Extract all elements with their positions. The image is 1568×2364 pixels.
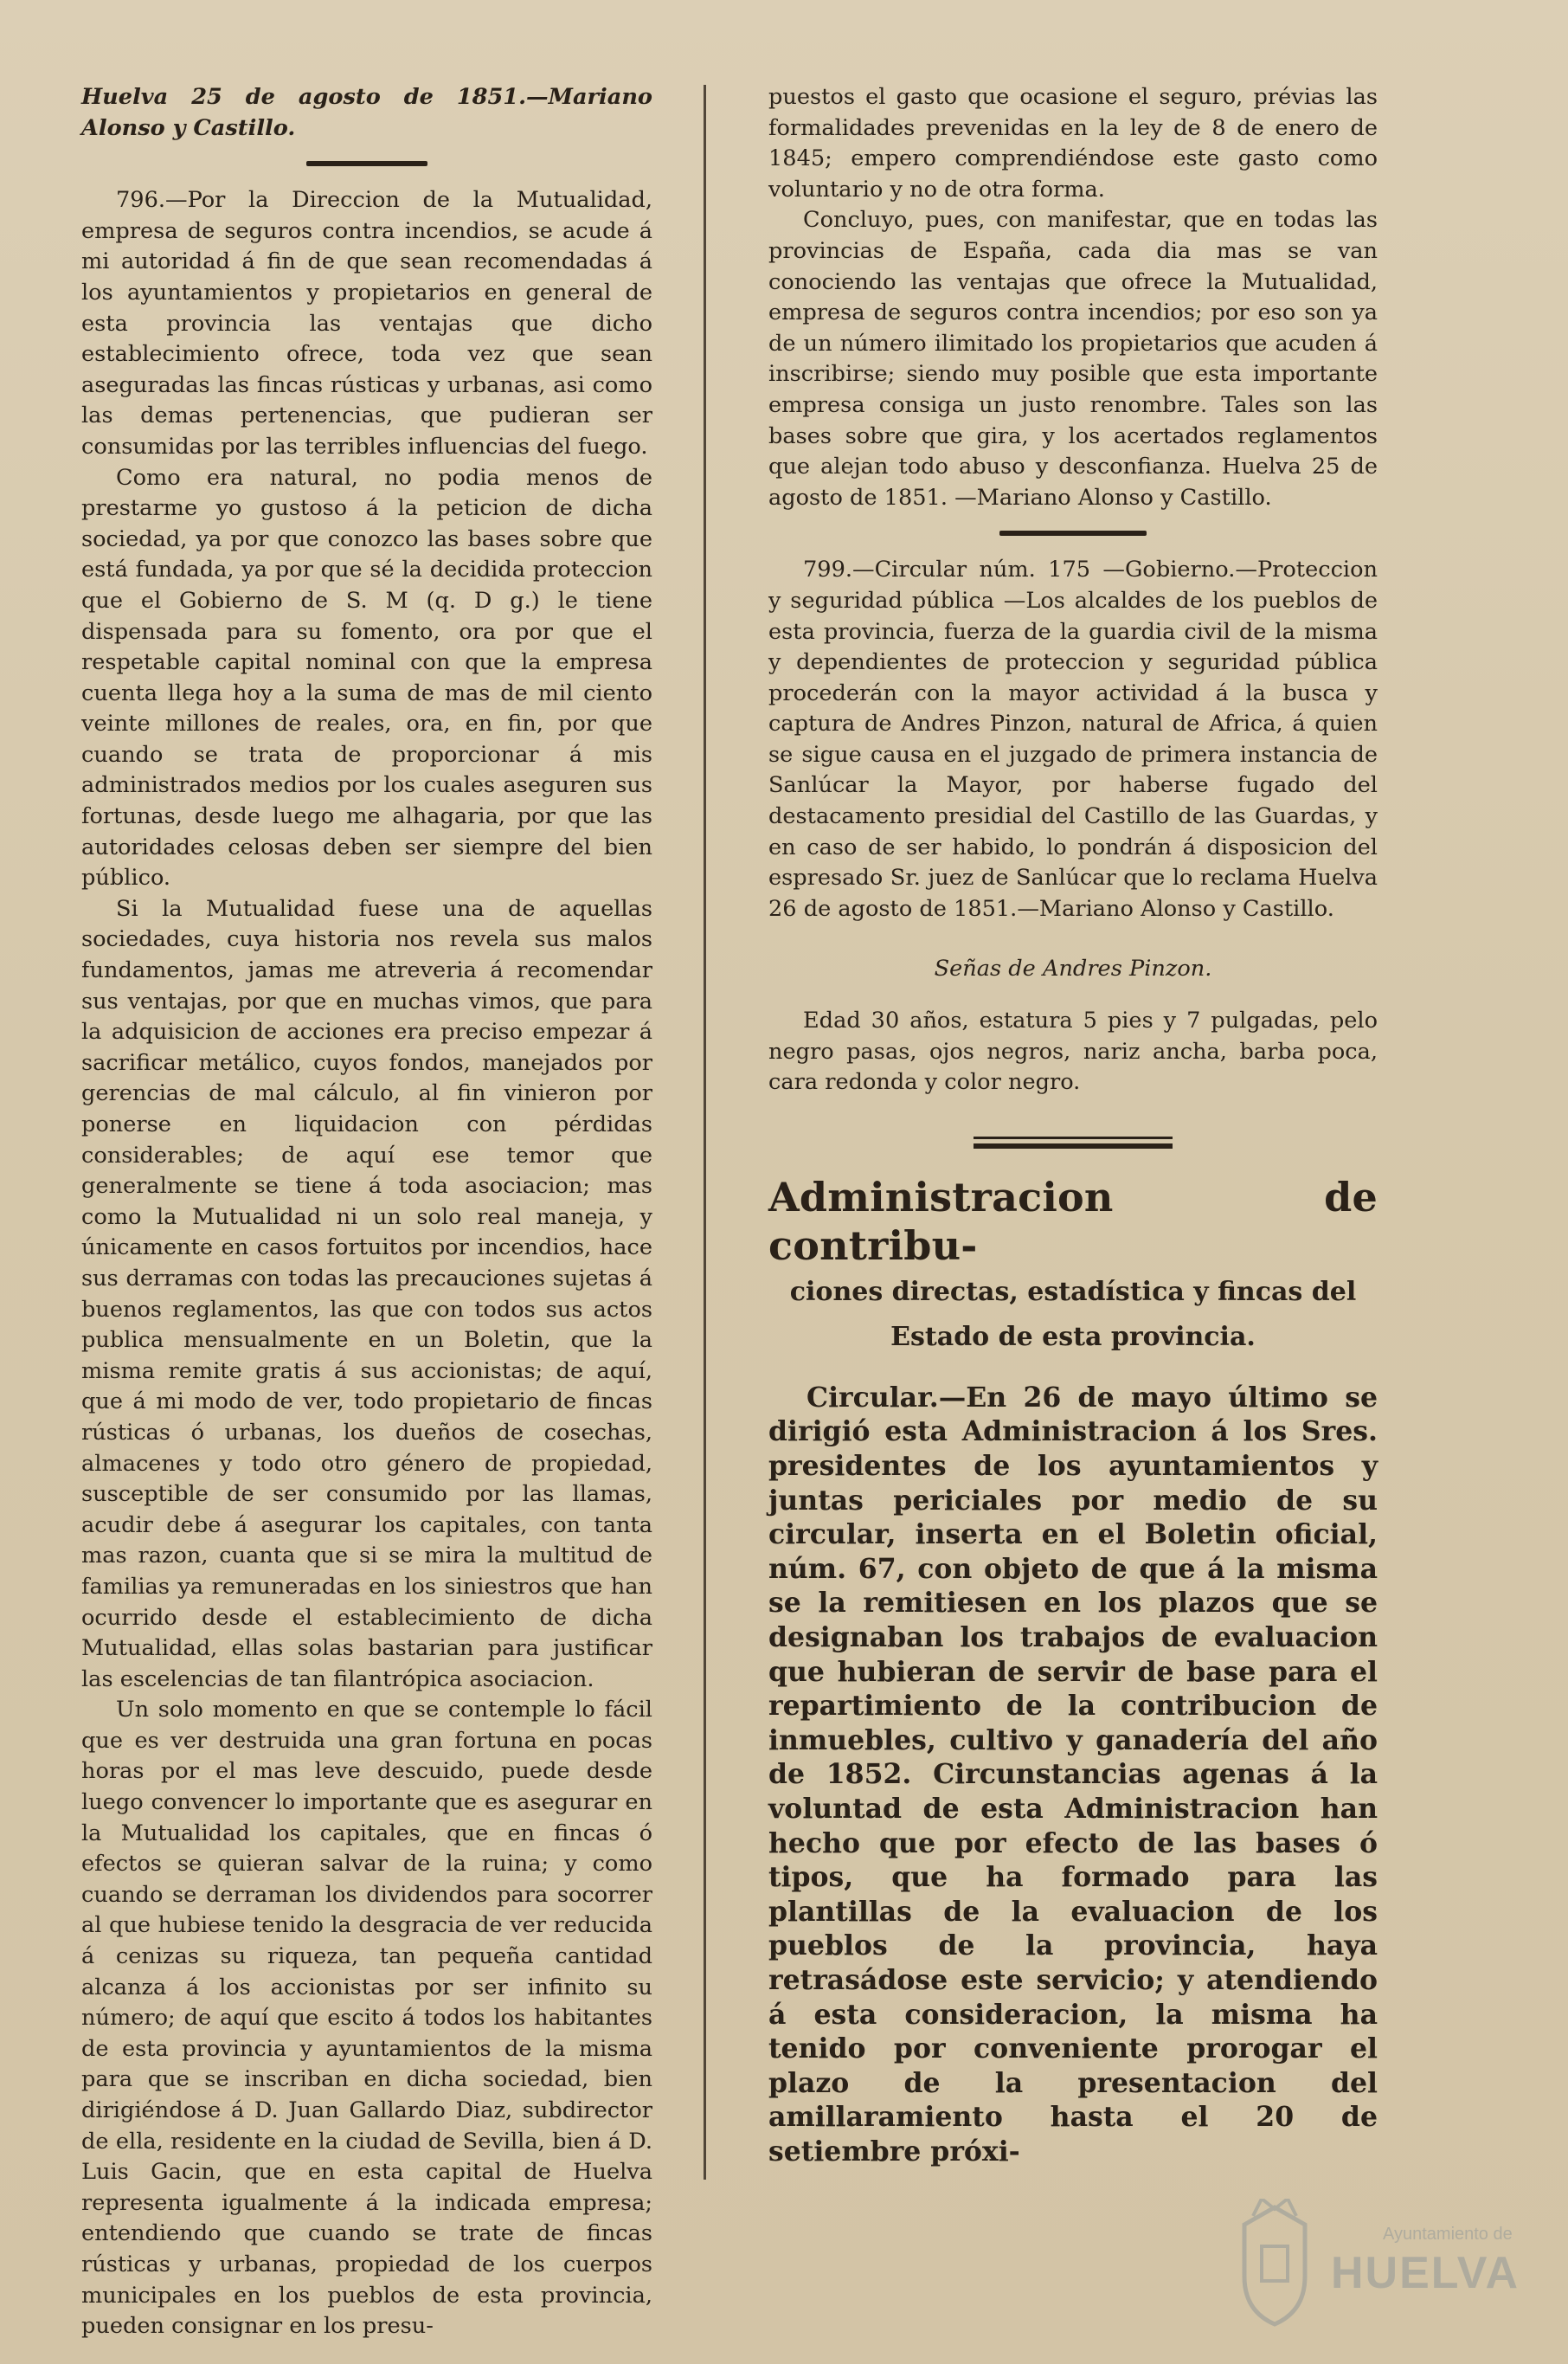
crest-icon: [1227, 2199, 1322, 2329]
article-799-circular: 799.—Circular núm. 175 —Gobierno.—Proteccion y seguridad pública —Los alcaldes de los pueblos de esta provincia, fuerza de la guardia civil de la misma y dependientes de proteccion y seguridad pública procederán con la mayor actividad á la busca y captura de Andres Pinzon, natural de Africa, á quien se sigue causa en el juzgado de primera instancia de Sanlúcar la Mayor, por haberse fugado del destacamento presidial del Castillo de las Guardas, y en caso de ser habido, lo pondrán á disposicion del espresado Sr. juez de Sanlúcar que lo reclama Huelva 26 de agosto de 1851.—Mariano Alonso y Castillo.: [768, 557, 1378, 922]
description-text: Edad 30 años, estatura 5 pies y 7 pulgadas, pelo negro pasas, ojos negros, nariz ancha, barba poca, cara redonda y color negro.: [768, 1008, 1378, 1096]
column-divider: [704, 85, 706, 2180]
watermark-caption: Ayuntamiento de: [1383, 2225, 1513, 2244]
article-796-continuation: puestos el gasto que ocasione el seguro, prévias las formalidades prevenidas en la ley de 8 de enero de 1845; empero comprendiéndose este gasto como voluntario y no de otra forma.: [768, 84, 1378, 203]
double-rule: [974, 1137, 1173, 1149]
administration-circular: Circular.—En 26 de mayo último se dirigió esta Administracion á los Sres. presidentes de los ayuntamientos y juntas periciales por medio de su circular, inserta en el Boletin oficial, núm. 67, con objeto de que á la misma se la remitiesen en los plazos que se designaban los trabajos de evaluacion que hubieran de servir de base para el repartimiento de la contribucion de inmuebles, cultivo y ganadería del año de 1852. Circunstancias agenas á la voluntad de esta Administracion han hecho que por efecto de las bases ó tipos, que ha formado para las plantillas de la evaluacion de los pueblos de la provincia, haya retrasádose este servicio; y atendiendo á esta consideracion, la misma ha tenido por conveniente prorogar el plazo de la presentacion del amillaramiento hasta el 20 de setiembre próxi-: [768, 1381, 1378, 2168]
section-rule: [999, 531, 1147, 536]
article-796-para-3: Si la Mutualidad fuese una de aquellas sociedades, cuya historia nos revela sus malos fundamentos, jamas me atreveria á recomendar sus ventajas, por que en muchas vimos, que para la adquisicion de acciones era preciso empezar á sacrificar metálico, cuyos fondos, manejados por gerencias de mal cálculo, al fin vinieron por ponerse en liquidacion con pérdidas considerables; de aquí ese temor que generalmente se tiene á toda asociacion; mas como la Mutualidad ni un solo real maneja, y únicamente en casos fortuitos por incendios, hace sus derramas con todas las precauciones sujetas á buenos reglamentos, las que con todos sus actos publica mensualmente en un Boletin, que la misma remite gratis á sus accionistas; de aquí, que á mi modo de ver, todo propietario de fincas rústicas ó urbanas, los dueños de cosechas, almacenes y todo otro género de propiedad, susceptible de ser consumido por las llamas, acudir debe á asegurar los capitales, con tanta mas razon, cuanta que si se mira la multitud de familias ya remuneradas en los siniestros que han ocurrido desde el establecimiento de dicha Mutualidad, ellas solas bastarian para justificar las escelencias de tan filantrópica asociacion.: [81, 895, 652, 1692]
description-subheading: Señas de Andres Pinzon.: [934, 956, 1212, 982]
watermark-name: HUELVA: [1331, 2248, 1520, 2298]
article-796-para-2: Como era natural, no podia menos de prestarme yo gustoso á la peticion de dicha sociedad, ya por que conozco las bases sobre que está fundada, ya por que sé la decidida proteccion que el Gobierno de S. M (q. D g.) le tiene dispensada para su fomento, ora por que el respetable capital nominal con que la empresa cuenta llega hoy a la suma de mas de mil ciento veinte millones de reales, ora, en fin, por que cuando se trata de proporcionar á mis administrados medios por los cuales aseguren sus fortunas, desde luego me alhagaria, por que las autoridades celosas deben ser siempre del bien público.: [81, 464, 652, 892]
right-column: [768, 82, 1378, 2168]
article-796-para-4: Un solo momento en que se contemple lo fácil que es ver destruida una gran fortuna en pocas horas por el mas leve descuido, puede desde luego convencer lo importante que es asegurar en la Mutualidad los capitales, que en fincas ó efectos se quieran salvar de la ruina; y como cuando se derraman los dividendos para socorrer al que hubiese tenido la desgracia de ver reducida á cenizas su riqueza, tan pequeña cantidad alcanza á los accionistas por ser infinito su número; de aquí que escito á todos los habitantes de esta provincia y ayuntamientos de la misma para que se inscriban en dicha sociedad, bien dirigiéndose á D. Juan Gallardo Diaz, subdirector de ella, residente en la ciudad de Sevilla, bien á D. Luis Gacin, que en esta capital de Huelva representa igualmente á la indicada empresa; entendiendo que cuando se trate de fincas rústicas y urbanas, propiedad de los cuerpos municipales en los pueblos de esta provincia, pueden consignar en los presu-: [81, 1697, 652, 2340]
left-column: [81, 82, 652, 2342]
section-rule: [306, 161, 427, 166]
huelva-watermark: [1218, 2190, 1520, 2337]
signature-line: Huelva 25 de agosto de 1851.—Mariano Alonso y Castillo.: [81, 84, 652, 141]
article-796-conclusion: Concluyo, pues, con manifestar, que en todas las provincias de España, cada dia mas se van conociendo las ventajas que ofrece la Mutualidad, empresa de seguros contra incendios; por eso son ya de un número ilimitado los propietarios que acuden á inscribirse; siendo muy posible que esta importante empresa consiga un justo renombre. Tales son las bases sobre que gira, y los acertados reglamentos que alejan todo abuso y desconfianza. Huelva 25 de agosto de 1851. —Mariano Alonso y Castillo.: [768, 207, 1378, 511]
article-796-intro: 796.—Por la Direccion de la Mutualidad, empresa de seguros contra incendios, se acude á mi autoridad á fin de que sean recomendadas á los ayuntamientos y propietarios en general de esta provincia las ventajas que dicho establecimiento ofrece, toda vez que sean aseguradas las fincas rústicas y urbanas, asi como las demas pertenencias, que pudieran ser consumidas por las terribles influencias del fuego.: [81, 187, 652, 460]
section-subtitle: ciones directas, estadística y fincas del Estado de esta provincia.: [789, 1276, 1357, 1352]
section-title: Administracion de contribu-: [768, 1173, 1378, 1269]
